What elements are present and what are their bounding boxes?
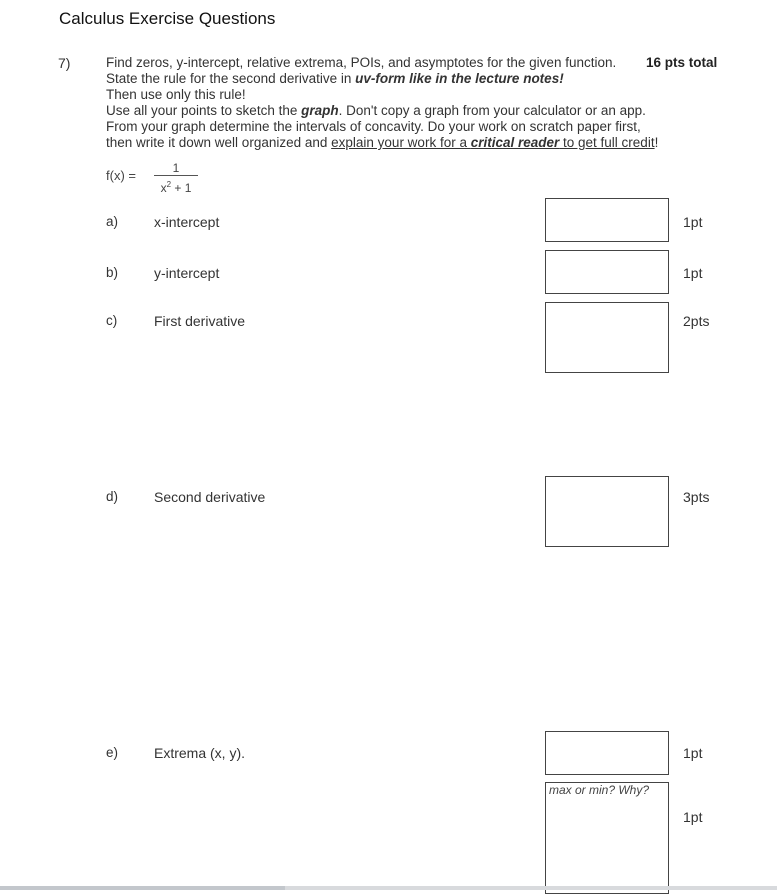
- part-label-y-intercept: y-intercept: [154, 265, 220, 281]
- fraction-denominator: [154, 178, 198, 195]
- answer-box-x-intercept[interactable]: [545, 198, 669, 242]
- instruction-text: State the rule for the second derivative in: [106, 71, 356, 86]
- part-letter: c): [106, 313, 118, 328]
- instruction-line-5: From your graph determine the intervals of concavity. Do your work on scratch paper first,: [106, 119, 641, 134]
- points-total: 16 pts total: [646, 55, 718, 70]
- answer-box-second-derivative[interactable]: [545, 476, 669, 547]
- instruction-line-2: [106, 71, 726, 87]
- instruction-text: . Don't copy a graph from your calculator or an app.: [338, 103, 646, 118]
- max-or-min-prompt: max or min? Why?: [549, 783, 650, 797]
- part-letter: d): [106, 489, 119, 504]
- function-lhs: f(x) =: [106, 168, 136, 183]
- points-extrema: 1pt: [683, 745, 703, 761]
- instruction-line-4: [106, 103, 726, 119]
- instruction-text: Use all your points to sketch the: [106, 103, 302, 118]
- part-label-extrema: Extrema (x, y).: [154, 745, 246, 761]
- part-letter: e): [106, 745, 119, 760]
- horizontal-scrollbar[interactable]: [0, 886, 777, 890]
- instruction-line-6: [106, 135, 726, 151]
- question-number: 7): [58, 55, 71, 71]
- points-x-intercept: 1pt: [683, 214, 703, 230]
- part-label-x-intercept: x-intercept: [154, 214, 220, 230]
- answer-box-extrema[interactable]: [545, 731, 669, 775]
- part-letter: b): [106, 265, 119, 280]
- denominator-base: x: [160, 181, 167, 195]
- points-second-derivative: 3pts: [683, 489, 710, 505]
- points-first-derivative: 2pts: [683, 313, 710, 329]
- scrollbar-thumb[interactable]: [0, 886, 285, 890]
- instruction-line-1: Find zeros, y-intercept, relative extrema, POIs, and asymptotes for the given function.: [106, 55, 617, 70]
- question-instructions: [106, 55, 726, 151]
- full-credit-underlined: to get full credit: [559, 135, 655, 150]
- page-title: Calculus Exercise Questions: [59, 9, 276, 28]
- instruction-text: then write it down well organized and: [106, 135, 332, 150]
- fraction-bar: [154, 175, 198, 176]
- graph-emphasis: graph: [301, 103, 339, 118]
- function-fraction: [154, 162, 198, 195]
- answer-box-first-derivative[interactable]: [545, 302, 669, 373]
- instruction-text: !: [654, 135, 659, 150]
- points-y-intercept: 1pt: [683, 265, 703, 281]
- uv-form-emphasis: uv-form like in the lecture notes!: [355, 71, 564, 86]
- answer-box-y-intercept[interactable]: [545, 250, 669, 294]
- answer-box-max-or-min[interactable]: [545, 782, 669, 894]
- critical-reader-emphasis: critical reader: [470, 135, 560, 150]
- part-label-first-derivative: First derivative: [154, 313, 246, 329]
- explain-underlined: explain your work for a: [331, 135, 471, 150]
- denominator-exponent: 2: [166, 180, 172, 189]
- part-label-second-derivative: Second derivative: [154, 489, 266, 505]
- instruction-line-3: Then use only this rule!: [106, 87, 246, 102]
- points-max-or-min: 1pt: [683, 809, 703, 825]
- denominator-rest: + 1: [171, 181, 192, 195]
- fraction-numerator: 1: [172, 161, 180, 175]
- part-letter: a): [106, 214, 119, 229]
